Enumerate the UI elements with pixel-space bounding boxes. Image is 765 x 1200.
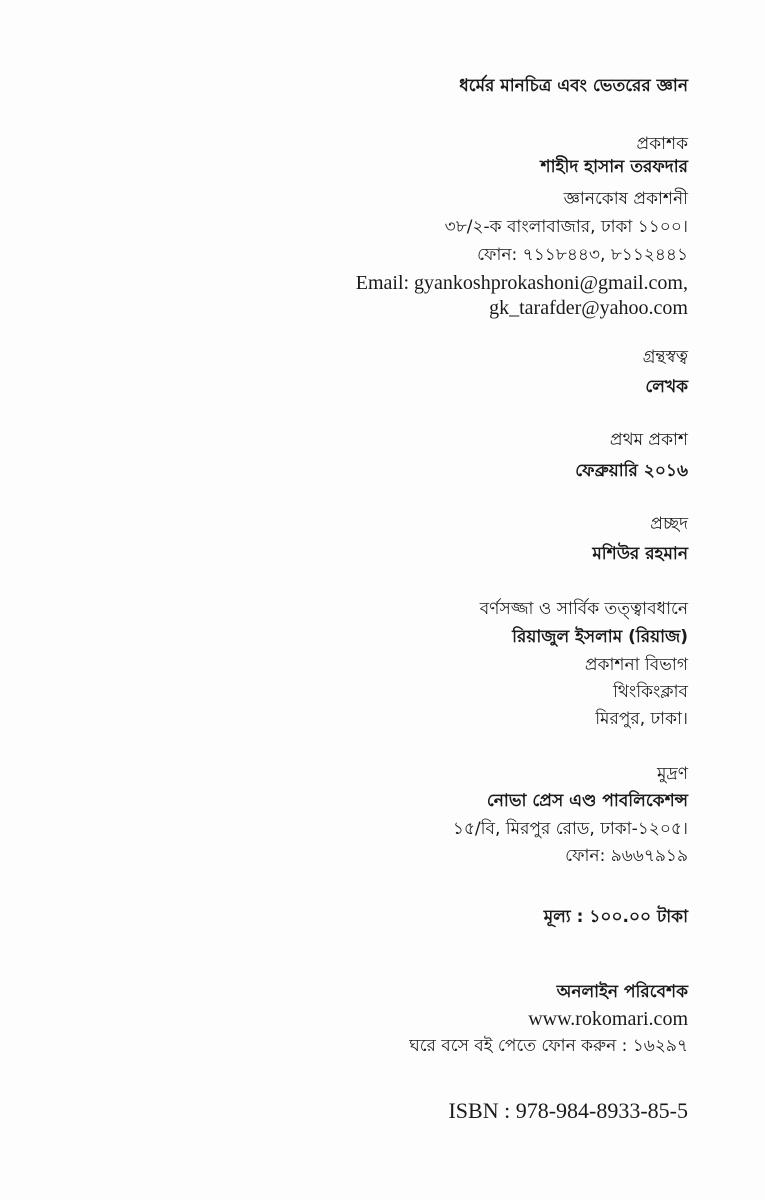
book-title: ধর্মের মানচিত্র এবং ভেতরের জ্ঞান	[459, 76, 688, 96]
typesetting-location: মিরপুর, ঢাকা।	[595, 709, 688, 729]
printing-phone: ফোন: ৯৬৬৭৯১৯	[565, 846, 688, 866]
publisher-address: ৩৮/২-ক বাংলাবাজার, ঢাকা ১১০০।	[444, 217, 688, 237]
typesetting-dept: প্রকাশনা বিভাগ	[584, 655, 688, 675]
publisher-email-1: Email: gyankoshprokashoni@gmail.com,	[355, 272, 688, 294]
publisher-name: শাহীদ হাসান তরফদার	[540, 157, 688, 177]
online-url: www.rokomari.com	[528, 1008, 688, 1030]
first-edition-date: ফেব্রুয়ারি ২০১৬	[575, 461, 688, 481]
publisher-email-2: gk_tarafder@yahoo.com	[489, 297, 688, 319]
publisher-label: প্রকাশক	[636, 134, 688, 154]
price: মূল্য : ১০০.০০ টাকা	[543, 907, 688, 927]
online-label: অনলাইন পরিবেশক	[556, 982, 688, 1002]
first-edition-label: প্রথম প্রকাশ	[609, 430, 688, 450]
online-order-phone: ঘরে বসে বই পেতে ফোন করুন : ১৬২৯৭	[409, 1036, 688, 1056]
cover-label: প্রচ্ছদ	[650, 514, 688, 534]
typesetting-label: বর্ণসজ্জা ও সার্বিক তত্ত্বাবধানে	[479, 599, 688, 619]
copyright-label: গ্রন্থস্বত্ব	[642, 347, 688, 367]
copyright-holder: লেখক	[645, 377, 688, 397]
publisher-house: জ্ঞানকোষ প্রকাশনী	[563, 189, 688, 209]
printing-label: মুদ্রণ	[656, 764, 688, 784]
publisher-phone: ফোন: ৭১১৮৪৪৩, ৮১১২৪৪১	[477, 245, 688, 265]
cover-artist: মশিউর রহমান	[592, 544, 688, 564]
printing-address: ১৫/বি, মিরপুর রোড, ঢাকা-১২০৫।	[452, 819, 688, 839]
typesetting-name: রিয়াজুল ইসলাম (রিয়াজ)	[512, 627, 688, 647]
typesetting-org: থিংকিংক্লাব	[613, 682, 688, 702]
printing-press: নোভা প্রেস এণ্ড পাবলিকেশন্স	[486, 791, 688, 811]
isbn: ISBN : 978-984-8933-85-5	[448, 1098, 688, 1123]
